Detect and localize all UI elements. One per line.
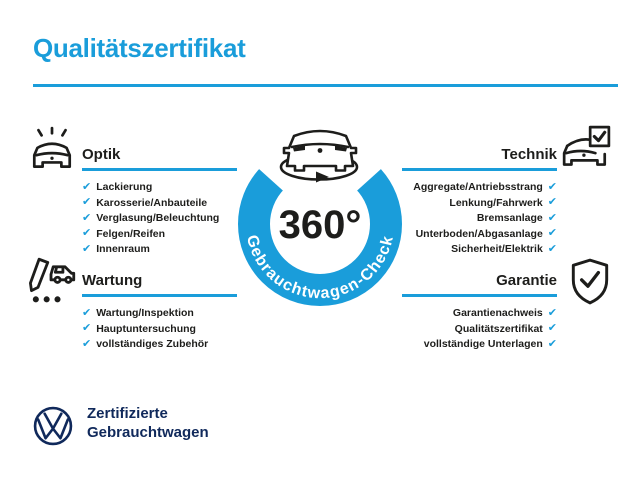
check-icon: ✔ <box>82 242 92 255</box>
section-optik <box>82 146 237 257</box>
item-label: Lenkung/Fahrwerk <box>449 196 543 209</box>
item-label: vollständiges Zubehör <box>96 338 209 351</box>
checklist-item <box>402 321 557 337</box>
shield-check-icon <box>569 258 611 306</box>
section-title-garantie: Garantie <box>496 272 557 289</box>
checklist-item <box>82 321 237 337</box>
item-label: Unterboden/Abgasanlage <box>415 227 543 240</box>
section-divider <box>82 294 237 297</box>
section-title-optik: Optik <box>82 146 121 163</box>
checklist-item <box>82 211 237 227</box>
brand-line-2: Gebrauchtwagen <box>87 424 209 441</box>
check-icon: ✔ <box>547 227 557 240</box>
item-label: Lackierung <box>96 181 153 194</box>
section-wartung <box>82 272 237 352</box>
pencil-car-icon <box>25 256 77 308</box>
checklist-item <box>402 195 557 211</box>
checklist-technik <box>402 180 557 258</box>
section-technik <box>402 146 557 257</box>
car-rotation-icon <box>281 131 357 183</box>
check-icon: ✔ <box>82 337 92 350</box>
section-divider <box>82 168 237 171</box>
checklist-wartung <box>82 306 237 353</box>
item-label: Sicherheit/Elektrik <box>451 243 543 256</box>
checklist-item <box>402 211 557 227</box>
check-icon: ✔ <box>82 306 92 319</box>
checklist-item <box>402 180 557 196</box>
section-title-technik: Technik <box>501 146 557 163</box>
item-label: Bremsanlage <box>476 212 543 225</box>
item-label: Garantienachweis <box>452 307 543 320</box>
section-divider <box>402 168 557 171</box>
item-label: Karosserie/Anbauteile <box>96 196 208 209</box>
item-label: vollständige Unterlagen <box>423 338 543 351</box>
car-checkbox-icon <box>560 125 612 175</box>
check-icon: ✔ <box>547 242 557 255</box>
section-title-wartung: Wartung <box>82 272 143 289</box>
check-icon: ✔ <box>82 211 92 224</box>
check-icon: ✔ <box>547 322 557 335</box>
car-shine-icon <box>27 126 77 176</box>
checklist-item <box>402 306 557 322</box>
check-icon: ✔ <box>547 180 557 193</box>
check-icon: ✔ <box>82 196 92 209</box>
check-icon: ✔ <box>547 211 557 224</box>
item-label: Hauptuntersuchung <box>96 322 196 335</box>
checklist-item <box>402 226 557 242</box>
page-title: Qualitätszertifikat <box>33 33 246 63</box>
title-divider <box>33 84 618 87</box>
checklist-optik <box>82 180 237 258</box>
checklist-item <box>82 195 237 211</box>
checklist-item <box>402 337 557 353</box>
degree-label: 360° <box>278 203 362 247</box>
check-icon: ✔ <box>547 306 557 319</box>
brand-lockup <box>87 404 209 442</box>
check-icon: ✔ <box>82 322 92 335</box>
vw-logo <box>32 405 74 447</box>
item-label: Felgen/Reifen <box>96 227 166 240</box>
check-icon: ✔ <box>547 196 557 209</box>
item-label: Aggregate/Antriebsstrang <box>413 181 543 194</box>
checklist-item <box>402 242 557 258</box>
ring-360-graphic <box>228 108 412 330</box>
item-label: Verglasung/Beleuchtung <box>96 212 220 225</box>
check-icon: ✔ <box>82 227 92 240</box>
checklist-item <box>82 306 237 322</box>
section-divider <box>402 294 557 297</box>
checklist-item <box>82 180 237 196</box>
checklist-item <box>82 242 237 258</box>
check-icon: ✔ <box>82 180 92 193</box>
section-garantie <box>402 272 557 352</box>
brand-line-1: Zertifizierte <box>87 405 168 422</box>
item-label: Wartung/Inspektion <box>96 307 194 320</box>
checklist-item <box>82 226 237 242</box>
checklist-item <box>82 337 237 353</box>
item-label: Qualitätszertifikat <box>454 322 543 335</box>
checklist-garantie <box>402 306 557 353</box>
item-label: Innenraum <box>96 243 150 256</box>
check-icon: ✔ <box>547 337 557 350</box>
ring-label: Gebrauchtwagen-Check <box>242 233 398 303</box>
